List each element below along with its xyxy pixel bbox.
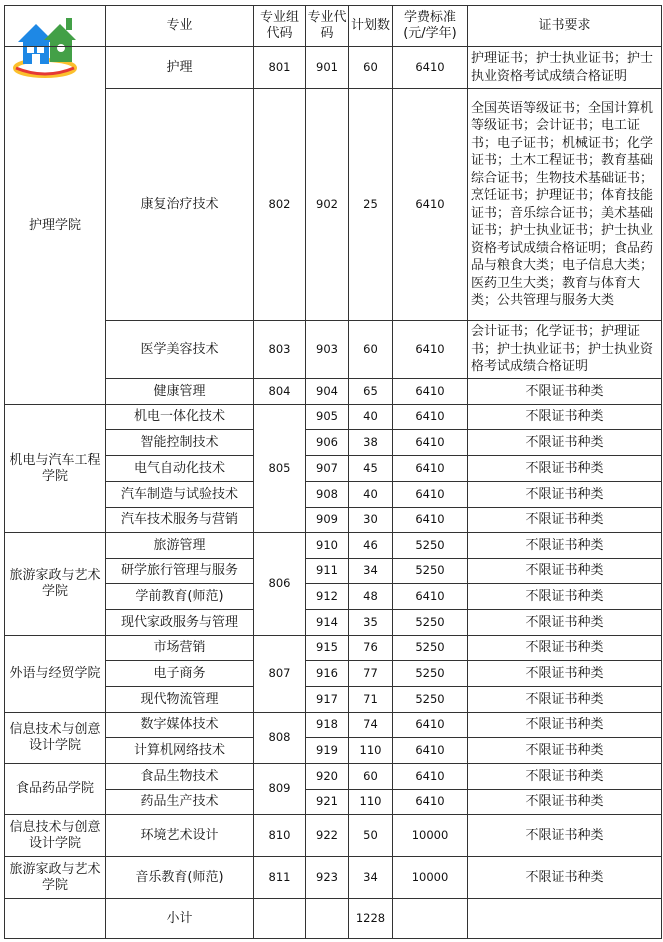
major-code-cell: 906: [306, 430, 349, 456]
major-cell: 护理: [106, 47, 254, 89]
header-major-code: 专业代码: [306, 6, 349, 47]
cert-cell: 不限证书种类: [468, 661, 662, 687]
major-cell: 研学旅行管理与服务: [106, 559, 254, 584]
cert-cell: 不限证书种类: [468, 857, 662, 899]
major-code-cell: 908: [306, 482, 349, 508]
cert-cell: 不限证书种类: [468, 713, 662, 738]
plan-cell: 60: [349, 321, 393, 379]
tuition-cell: 5250: [393, 661, 468, 687]
major-cell: 药品生产技术: [106, 790, 254, 815]
tuition-cell: 5250: [393, 610, 468, 636]
cert-cell: 不限证书种类: [468, 533, 662, 559]
header-row: [5, 6, 662, 47]
table-row: [5, 764, 662, 790]
major-cell: 环境艺术设计: [106, 815, 254, 857]
cert-cell: 不限证书种类: [468, 584, 662, 610]
tuition-cell: 6410: [393, 379, 468, 405]
group-code-cell: 811: [254, 857, 306, 899]
tuition-cell: 6410: [393, 482, 468, 508]
cert-cell: 会计证书；化学证书；护理证书；护士执业证书；护士执业资格考试成绩合格证明: [468, 321, 662, 379]
major-cell: 汽车制造与试验技术: [106, 482, 254, 508]
major-code-cell: 911: [306, 559, 349, 584]
major-cell: 智能控制技术: [106, 430, 254, 456]
major-code-cell: 904: [306, 379, 349, 405]
major-code-cell: 910: [306, 533, 349, 559]
total-row: [5, 899, 662, 939]
major-cell: 医学美容技术: [106, 321, 254, 379]
major-cell: 计算机网络技术: [106, 738, 254, 764]
group-code-cell: 805: [254, 405, 306, 533]
header-college: [5, 6, 106, 47]
group-code-cell: 801: [254, 47, 306, 89]
plan-cell: 45: [349, 456, 393, 482]
major-code-cell: 917: [306, 687, 349, 713]
major-code-cell: 915: [306, 636, 349, 661]
tuition-cell: 6410: [393, 321, 468, 379]
tuition-cell: 6410: [393, 764, 468, 790]
cert-cell: 不限证书种类: [468, 687, 662, 713]
header-cert: 证书要求: [468, 6, 662, 47]
plan-cell: 77: [349, 661, 393, 687]
tuition-cell: 6410: [393, 430, 468, 456]
major-cell: 学前教育(师范): [106, 584, 254, 610]
tuition-cell: 6410: [393, 790, 468, 815]
group-code-cell: 807: [254, 636, 306, 713]
cert-cell: 不限证书种类: [468, 405, 662, 430]
tuition-cell: 6410: [393, 47, 468, 89]
major-cell: 音乐教育(师范): [106, 857, 254, 899]
major-cell: 现代家政服务与管理: [106, 610, 254, 636]
tuition-cell: 6410: [393, 89, 468, 321]
table-row: [5, 47, 662, 89]
total-label: 小计: [106, 899, 254, 939]
tuition-cell: 5250: [393, 533, 468, 559]
major-cell: 电子商务: [106, 661, 254, 687]
total-plan: 1228: [349, 899, 393, 939]
major-cell: 食品生物技术: [106, 764, 254, 790]
major-code-cell: 903: [306, 321, 349, 379]
college-cell: 信息技术与创意设计学院: [5, 713, 106, 764]
plan-cell: 40: [349, 482, 393, 508]
table-row: [5, 405, 662, 430]
college-cell: 信息技术与创意设计学院: [5, 815, 106, 857]
table-row: [5, 636, 662, 661]
college-cell: 食品药品学院: [5, 764, 106, 815]
plan-cell: 110: [349, 738, 393, 764]
total-empty-cell: [468, 899, 662, 939]
tuition-cell: 6410: [393, 584, 468, 610]
total-empty-cell: [306, 899, 349, 939]
header-plan: 计划数: [349, 6, 393, 47]
plan-cell: 50: [349, 815, 393, 857]
college-cell: 旅游家政与艺术学院: [5, 857, 106, 899]
tuition-cell: 5250: [393, 559, 468, 584]
plan-cell: 60: [349, 47, 393, 89]
tuition-cell: 5250: [393, 636, 468, 661]
major-cell: 康复治疗技术: [106, 89, 254, 321]
major-code-cell: 909: [306, 508, 349, 533]
major-code-cell: 920: [306, 764, 349, 790]
table-row: [5, 533, 662, 559]
major-code-cell: 901: [306, 47, 349, 89]
tuition-cell: 6410: [393, 738, 468, 764]
major-code-cell: 921: [306, 790, 349, 815]
plan-cell: 60: [349, 764, 393, 790]
major-cell: 汽车技术服务与营销: [106, 508, 254, 533]
cert-cell: 全国英语等级证书；全国计算机等级证书；会计证书；电工证书；电子证书；机械证书；化学证书；土木工程证书；教育基础综合证书；生物技术基础证书；烹饪证书；护理证书；体育技能证书；音乐综合证书；美术基础证书；护士执业证书；护士执业资格考试成绩合格证明；食品药品与粮食大类；电子信息大类；医药卫生大类；教育与体育大类；公共管理与服务大类: [468, 89, 662, 321]
major-code-cell: 907: [306, 456, 349, 482]
plan-cell: 46: [349, 533, 393, 559]
group-code-cell: 809: [254, 764, 306, 815]
major-cell: 现代物流管理: [106, 687, 254, 713]
major-code-cell: 902: [306, 89, 349, 321]
tuition-cell: 6410: [393, 456, 468, 482]
tuition-cell: 10000: [393, 857, 468, 899]
major-cell: 数字媒体技术: [106, 713, 254, 738]
plan-cell: 40: [349, 405, 393, 430]
plan-cell: 65: [349, 379, 393, 405]
major-cell: 机电一体化技术: [106, 405, 254, 430]
plan-cell: 34: [349, 559, 393, 584]
group-code-cell: 804: [254, 379, 306, 405]
major-cell: 旅游管理: [106, 533, 254, 559]
header-major: 专业: [106, 6, 254, 47]
cert-cell: 不限证书种类: [468, 738, 662, 764]
major-code-cell: 922: [306, 815, 349, 857]
cert-cell: 不限证书种类: [468, 790, 662, 815]
total-empty-cell: [5, 899, 106, 939]
plan-cell: 34: [349, 857, 393, 899]
major-code-cell: 914: [306, 610, 349, 636]
group-code-cell: 810: [254, 815, 306, 857]
tuition-cell: 6410: [393, 713, 468, 738]
total-empty-cell: [393, 899, 468, 939]
cert-cell: 不限证书种类: [468, 482, 662, 508]
major-code-cell: 919: [306, 738, 349, 764]
table-row: [5, 815, 662, 857]
major-code-cell: 923: [306, 857, 349, 899]
cert-cell: 不限证书种类: [468, 508, 662, 533]
plan-cell: 30: [349, 508, 393, 533]
cert-cell: 护理证书；护士执业证书；护士执业资格考试成绩合格证明: [468, 47, 662, 89]
tuition-cell: 6410: [393, 405, 468, 430]
group-code-cell: 808: [254, 713, 306, 764]
major-code-cell: 916: [306, 661, 349, 687]
plan-cell: 38: [349, 430, 393, 456]
table-row: [5, 857, 662, 899]
plan-cell: 35: [349, 610, 393, 636]
cert-cell: 不限证书种类: [468, 764, 662, 790]
cert-cell: 不限证书种类: [468, 636, 662, 661]
cert-cell: 不限证书种类: [468, 430, 662, 456]
cert-cell: 不限证书种类: [468, 379, 662, 405]
major-code-cell: 905: [306, 405, 349, 430]
header-group-code: 专业组代码: [254, 6, 306, 47]
major-code-cell: 918: [306, 713, 349, 738]
tuition-cell: 6410: [393, 508, 468, 533]
college-cell: 旅游家政与艺术学院: [5, 533, 106, 636]
admission-table: [4, 5, 662, 939]
cert-cell: 不限证书种类: [468, 815, 662, 857]
cert-cell: 不限证书种类: [468, 559, 662, 584]
group-code-cell: 802: [254, 89, 306, 321]
plan-cell: 25: [349, 89, 393, 321]
major-cell: 电气自动化技术: [106, 456, 254, 482]
plan-cell: 48: [349, 584, 393, 610]
group-code-cell: 803: [254, 321, 306, 379]
plan-cell: 71: [349, 687, 393, 713]
college-cell: 护理学院: [5, 47, 106, 405]
plan-cell: 110: [349, 790, 393, 815]
table-row: [5, 713, 662, 738]
plan-cell: 74: [349, 713, 393, 738]
group-code-cell: 806: [254, 533, 306, 636]
major-code-cell: 912: [306, 584, 349, 610]
total-empty-cell: [254, 899, 306, 939]
major-cell: 市场营销: [106, 636, 254, 661]
major-cell: 健康管理: [106, 379, 254, 405]
cert-cell: 不限证书种类: [468, 610, 662, 636]
header-tuition: 学费标准(元/学年): [393, 6, 468, 47]
tuition-cell: 5250: [393, 687, 468, 713]
plan-cell: 76: [349, 636, 393, 661]
tuition-cell: 10000: [393, 815, 468, 857]
college-cell: 机电与汽车工程学院: [5, 405, 106, 533]
cert-cell: 不限证书种类: [468, 456, 662, 482]
college-cell: 外语与经贸学院: [5, 636, 106, 713]
